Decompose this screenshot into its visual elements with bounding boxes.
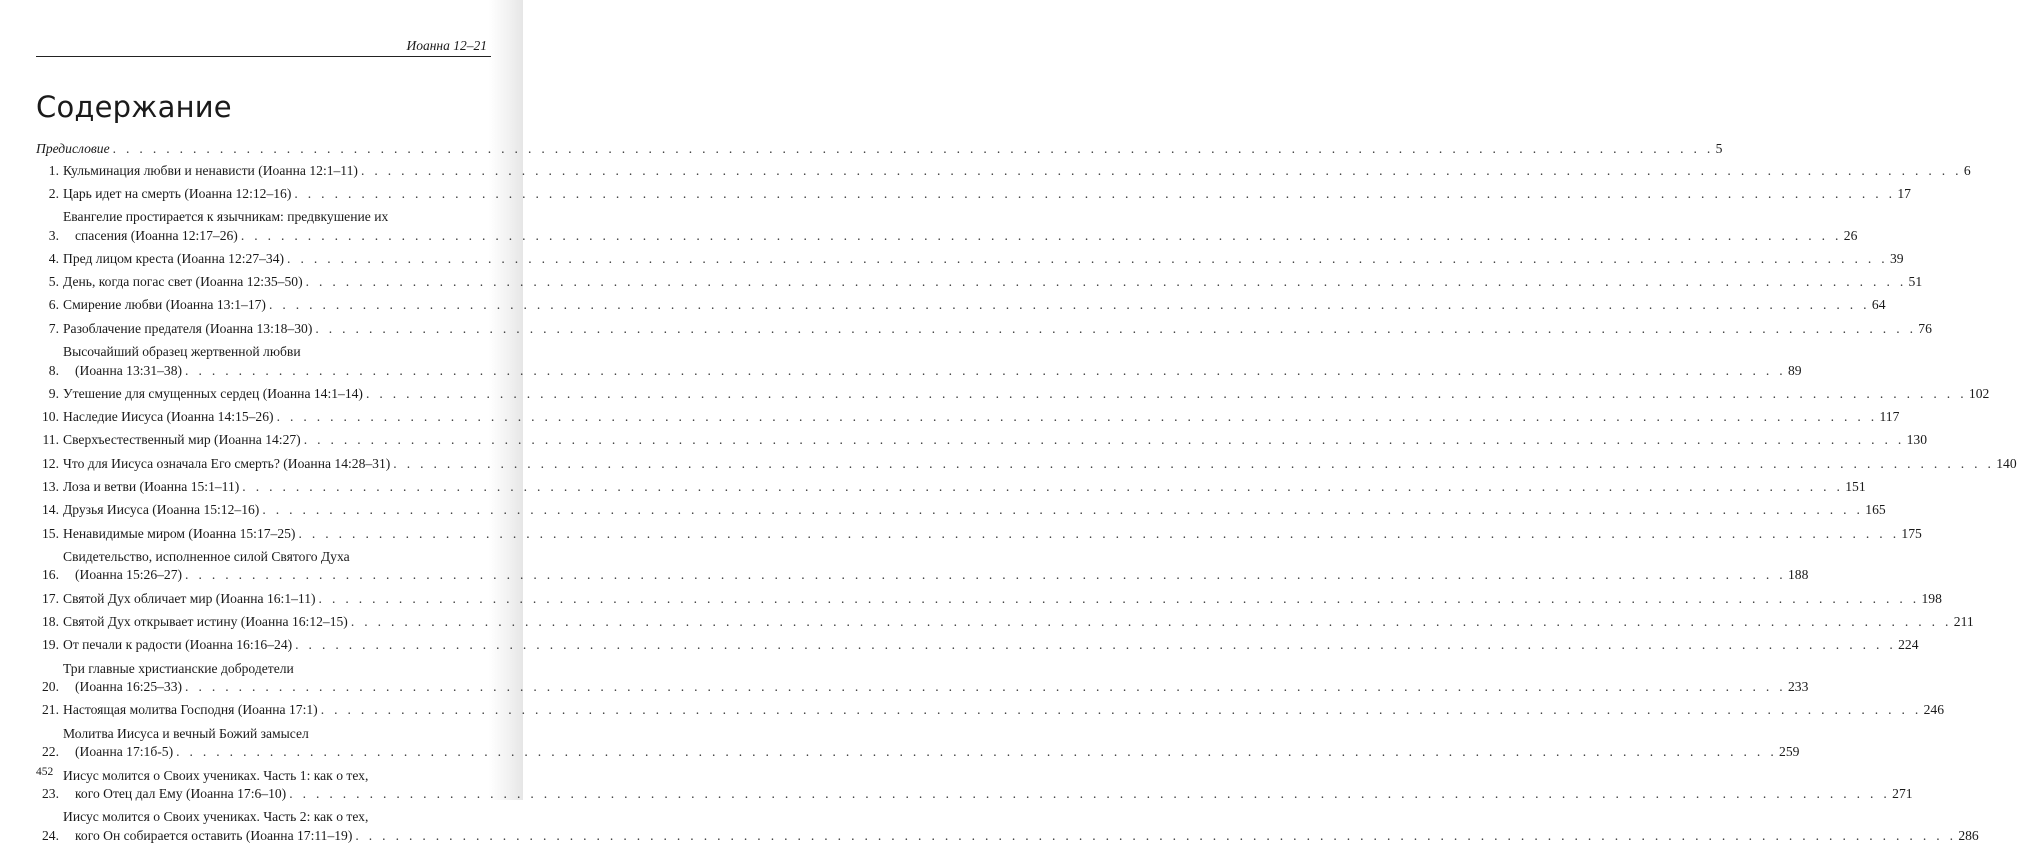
dot-leader: . . . . . . . . . . . . . . . . . . . . . . . . . . . . . . . . . . . . . . . . . . . . . . . . . . . . . . . . . . . . . . . . . . . . . . . . . . . . . . . . . . . . . . . . . . . . . . . . . . . . . . . . . . . . . . . . . . . . . . . .	[262, 502, 1864, 518]
toc-entry-title: Разоблачение предателя (Иоанна 13:18–30)	[63, 320, 313, 336]
toc-entry-title: кого Он собирается оставить (Иоанна 17:11–19)	[75, 827, 353, 843]
toc-entry-page: 64	[1871, 297, 1886, 313]
toc-entry-page: 233	[1787, 679, 1809, 695]
toc-entry-title-line: Иисус молится о Своих учениках. Часть 1: как о тех,	[63, 767, 369, 783]
dot-leader: . . . . . . . . . . . . . . . . . . . . . . . . . . . . . . . . . . . . . . . . . . . . . . . . . . . . . . . . . . . . . . . . . . . . . . . . . . . . . . . . . . . . . . . . . . . . . . . . . . . . . . . . . . . . . . . . . . . . . . . .	[320, 702, 1922, 718]
dot-leader: . . . . . . . . . . . . . . . . . . . . . . . . . . . . . . . . . . . . . . . . . . . . . . . . . . . . . . . . . . . . . . . . . . . . . . . . . . . . . . . . . . . . . . . . . . . . . . . . . . . . . . . . . . . . . . . . . . . . . . . .	[355, 827, 1957, 843]
dot-leader: . . . . . . . . . . . . . . . . . . . . . . . . . . . . . . . . . . . . . . . . . . . . . . . . . . . . . . . . . . . . . . . . . . . . . . . . . . . . . . . . . . . . . . . . . . . . . . . . . . . . . . . . . . . . . . . . . . . . . . . .	[289, 786, 1891, 802]
dot-leader: . . . . . . . . . . . . . . . . . . . . . . . . . . . . . . . . . . . . . . . . . . . . . . . . . . . . . . . . . . . . . . . . . . . . . . . . . . . . . . . . . . . . . . . . . . . . . . . . . . . . . . . . . . . . . . . . . . . . . . . .	[112, 141, 1714, 156]
toc-entry-title: Предисловие	[36, 141, 110, 156]
dot-leader: . . . . . . . . . . . . . . . . . . . . . . . . . . . . . . . . . . . . . . . . . . . . . . . . . . . . . . . . . . . . . . . . . . . . . . . . . . . . . . . . . . . . . . . . . . . . . . . . . . . . . . . . . . . . . . . . . . . . . . . .	[268, 297, 1870, 313]
dot-leader: . . . . . . . . . . . . . . . . . . . . . . . . . . . . . . . . . . . . . . . . . . . . . . . . . . . . . . . . . . . . . . . . . . . . . . . . . . . . . . . . . . . . . . . . . . . . . . . . . . . . . . . . . . . . . . . . . . . . . . . .	[185, 679, 1786, 695]
dot-leader: . . . . . . . . . . . . . . . . . . . . . . . . . . . . . . . . . . . . . . . . . . . . . . . . . . . . . . . . . . . . . . . . . . . . . . . . . . . . . . . . . . . . . . . . . . . . . . . . . . . . . . . . . . . . . . . . . . . . . . . .	[242, 479, 1844, 495]
toc-entry-page: 102	[1968, 385, 1990, 401]
toc-entry-page: 140	[1996, 455, 2017, 471]
toc-entry-title: спасения (Иоанна 12:17–26)	[75, 227, 238, 243]
toc-entry-title: Что для Иисуса означала Его смерть? (Иоанна 14:28–31)	[63, 455, 391, 471]
toc-entry-title: Лоза и ветви (Иоанна 15:1–11)	[63, 479, 240, 495]
toc-entry-page: 6	[1963, 162, 1971, 178]
toc-entry	[36, 548, 1809, 585]
toc-entry-title-line: Высочайший образец жертвенной любви	[63, 344, 301, 360]
toc-entry-title: Настоящая молитва Господня (Иоанна 17:1)	[63, 702, 318, 718]
toc-entry-title: кого Отец дал Ему (Иоанна 17:6–10)	[75, 786, 287, 802]
toc-entry-number: 17.	[42, 590, 59, 606]
toc-entry-number: 1.	[48, 162, 59, 178]
toc-entry	[36, 162, 1971, 181]
toc-entry-page: 188	[1787, 567, 1809, 583]
dot-leader: . . . . . . . . . . . . . . . . . . . . . . . . . . . . . . . . . . . . . . . . . . . . . . . . . . . . . . . . . . . . . . . . . . . . . . . . . . . . . . . . . . . . . . . . . . . . . . . . . . . . . . . . . . . . . . . . . . . . . . . .	[185, 362, 1786, 378]
toc-entry	[36, 636, 1919, 655]
dot-leader: . . . . . . . . . . . . . . . . . . . . . . . . . . . . . . . . . . . . . . . . . . . . . . . . . . . . . . . . . . . . . . . . . . . . . . . . . . . . . . . . . . . . . . . . . . . . . . . . . . . . . . . . . . . . . . . . . . . . . . . .	[240, 227, 1842, 243]
toc-entry-title: (Иоанна 15:26–27)	[75, 567, 183, 583]
toc-entry-preface	[36, 140, 1723, 159]
toc-entry-page: 130	[1906, 432, 1928, 448]
toc-entry-title: Святой Дух обличает мир (Иоанна 16:1–11)	[63, 590, 316, 606]
toc-entry	[36, 250, 1904, 269]
toc-entry-title: День, когда погас свет (Иоанна 12:35–50)	[63, 274, 303, 290]
table-of-contents	[36, 140, 2017, 850]
toc-entry-title-line: Свидетельство, исполненное силой Святого Духа	[63, 548, 350, 564]
toc-entry-page: 17	[1897, 185, 1911, 201]
toc-entry	[36, 408, 1900, 427]
page-title: Содержание	[36, 90, 232, 125]
dot-leader: . . . . . . . . . . . . . . . . . . . . . . . . . . . . . . . . . . . . . . . . . . . . . . . . . . . . . . . . . . . . . . . . . . . . . . . . . . . . . . . . . . . . . . . . . . . . . . . . . . . . . . . . . . . . . . . . . . . . . . . .	[303, 432, 1905, 448]
toc-entry	[36, 808, 1979, 845]
toc-entry	[36, 455, 2017, 474]
toc-entry-page: 224	[1898, 637, 1919, 653]
toc-entry	[36, 208, 1858, 245]
toc-entry-number: 18.	[42, 614, 59, 630]
toc-entry-title: (Иоанна 16:25–33)	[75, 679, 183, 695]
toc-entry-title: Пред лицом креста (Иоанна 12:27–34)	[63, 250, 285, 266]
toc-entry	[36, 525, 1922, 544]
toc-entry-number: 20.	[42, 679, 59, 695]
dot-leader: . . . . . . . . . . . . . . . . . . . . . . . . . . . . . . . . . . . . . . . . . . . . . . . . . . . . . . . . . . . . . . . . . . . . . . . . . . . . . . . . . . . . . . . . . . . . . . . . . . . . . . . . . . . . . . . . . . . . . . . .	[294, 185, 1896, 201]
toc-entry-title-line: Молитва Иисуса и вечный Божий замысел	[63, 725, 309, 741]
toc-entry	[36, 431, 1928, 450]
toc-entry	[36, 613, 1974, 632]
toc-entry	[36, 701, 1945, 720]
toc-entry-title: Ненавидимые миром (Иоанна 15:17–25)	[63, 525, 296, 541]
toc-entry-title: Друзья Иисуса (Иоанна 15:12–16)	[63, 502, 260, 518]
toc-entry-number: 11.	[42, 432, 59, 448]
toc-entry-page: 76	[1918, 320, 1932, 336]
toc-entry-page: 39	[1889, 250, 1904, 266]
toc-entry-number: 14.	[42, 502, 59, 518]
toc-entry-number: 5.	[48, 274, 59, 290]
toc-entry-page: 175	[1901, 525, 1922, 541]
toc-entry-number: 22.	[42, 744, 59, 760]
toc-entry-title: (Иоанна 13:31–38)	[75, 362, 183, 378]
dot-leader: . . . . . . . . . . . . . . . . . . . . . . . . . . . . . . . . . . . . . . . . . . . . . . . . . . . . . . . . . . . . . . . . . . . . . . . . . . . . . . . . . . . . . . . . . . . . . . . . . . . . . . . . . . . . . . . . . . . . . . . .	[298, 525, 1900, 541]
toc-entry	[36, 501, 1886, 520]
toc-entry-page: 165	[1865, 502, 1886, 518]
toc-entry-title: Царь идет на смерть (Иоанна 12:12–16)	[63, 185, 292, 201]
dot-leader: . . . . . . . . . . . . . . . . . . . . . . . . . . . . . . . . . . . . . . . . . . . . . . . . . . . . . . . . . . . . . . . . . . . . . . . . . . . . . . . . . . . . . . . . . . . . . . . . . . . . . . . . . . . . . . . . . . . . . . . .	[305, 274, 1907, 290]
dot-leader: . . . . . . . . . . . . . . . . . . . . . . . . . . . . . . . . . . . . . . . . . . . . . . . . . . . . . . . . . . . . . . . . . . . . . . . . . . . . . . . . . . . . . . . . . . . . . . . . . . . . . . . . . . . . . . . . . . . . . . . .	[365, 385, 1967, 401]
toc-entry-title: Кульминация любви и ненависти (Иоанна 12:1–11)	[63, 162, 358, 178]
toc-entry-title: От печали к радости (Иоанна 16:16–24)	[63, 637, 293, 653]
toc-entry-title: Наследие Иисуса (Иоанна 14:15–26)	[63, 409, 274, 425]
toc-entry-number: 8.	[48, 362, 59, 378]
toc-entry	[36, 185, 1911, 204]
dot-leader: . . . . . . . . . . . . . . . . . . . . . . . . . . . . . . . . . . . . . . . . . . . . . . . . . . . . . . . . . . . . . . . . . . . . . . . . . . . . . . . . . . . . . . . . . . . . . . . . . . . . . . . . . . . . . . . . . . . . . . . .	[318, 590, 1920, 606]
toc-entry-page: 271	[1892, 786, 1913, 802]
toc-entry	[36, 273, 1923, 292]
toc-entry-page: 151	[1845, 479, 1866, 495]
toc-entry-page: 117	[1879, 409, 1900, 425]
toc-entry-page: 51	[1908, 274, 1923, 290]
toc-entry-page: 26	[1843, 227, 1858, 243]
toc-entry-title-line: Три главные христианские добродетели	[63, 660, 294, 676]
toc-entry-number: 15.	[42, 525, 59, 541]
toc-entry-page: 286	[1958, 827, 1979, 843]
toc-entry-page: 89	[1787, 362, 1802, 378]
toc-entry-number: 21.	[42, 702, 59, 718]
toc-entry-page: 259	[1779, 744, 1800, 760]
dot-leader: . . . . . . . . . . . . . . . . . . . . . . . . . . . . . . . . . . . . . . . . . . . . . . . . . . . . . . . . . . . . . . . . . . . . . . . . . . . . . . . . . . . . . . . . . . . . . . . . . . . . . . . . . . . . . . . . . . . . . . . .	[315, 320, 1917, 336]
toc-entry-page: 198	[1921, 590, 1942, 606]
toc-entry-number: 7.	[48, 320, 59, 336]
toc-entry-page: 246	[1923, 702, 1945, 718]
dot-leader: . . . . . . . . . . . . . . . . . . . . . . . . . . . . . . . . . . . . . . . . . . . . . . . . . . . . . . . . . . . . . . . . . . . . . . . . . . . . . . . . . . . . . . . . . . . . . . . . . . . . . . . . . . . . . . . . . . . . . . . .	[393, 455, 1995, 471]
toc-entry-title-line: Иисус молится о Своих учениках. Часть 2: как о тех,	[63, 809, 369, 825]
dot-leader: . . . . . . . . . . . . . . . . . . . . . . . . . . . . . . . . . . . . . . . . . . . . . . . . . . . . . . . . . . . . . . . . . . . . . . . . . . . . . . . . . . . . . . . . . . . . . . . . . . . . . . . . . . . . . . . . . . . . . . . .	[350, 614, 1952, 630]
toc-entry-number: 2.	[48, 185, 59, 201]
toc-entry	[36, 385, 1990, 404]
toc-entry	[36, 320, 1932, 339]
toc-entry	[36, 590, 1942, 609]
toc-entry-number: 23.	[42, 786, 59, 802]
toc-entry-number: 10.	[42, 409, 59, 425]
dot-leader: . . . . . . . . . . . . . . . . . . . . . . . . . . . . . . . . . . . . . . . . . . . . . . . . . . . . . . . . . . . . . . . . . . . . . . . . . . . . . . . . . . . . . . . . . . . . . . . . . . . . . . . . . . . . . . . . . . . . . . . .	[185, 567, 1786, 583]
toc-entry	[36, 478, 1866, 497]
dot-leader: . . . . . . . . . . . . . . . . . . . . . . . . . . . . . . . . . . . . . . . . . . . . . . . . . . . . . . . . . . . . . . . . . . . . . . . . . . . . . . . . . . . . . . . . . . . . . . . . . . . . . . . . . . . . . . . . . . . . . . . .	[287, 250, 1888, 266]
toc-entry-title: Смирение любви (Иоанна 13:1–17)	[63, 297, 266, 313]
toc-entry	[36, 660, 1809, 697]
dot-leader: . . . . . . . . . . . . . . . . . . . . . . . . . . . . . . . . . . . . . . . . . . . . . . . . . . . . . . . . . . . . . . . . . . . . . . . . . . . . . . . . . . . . . . . . . . . . . . . . . . . . . . . . . . . . . . . . . . . . . . . .	[176, 744, 1778, 760]
page-number: 452	[36, 766, 54, 778]
toc-entry-title: Сверхъестественный мир (Иоанна 14:27)	[63, 432, 301, 448]
dot-leader: . . . . . . . . . . . . . . . . . . . . . . . . . . . . . . . . . . . . . . . . . . . . . . . . . . . . . . . . . . . . . . . . . . . . . . . . . . . . . . . . . . . . . . . . . . . . . . . . . . . . . . . . . . . . . . . . . . . . . . . .	[276, 409, 1878, 425]
toc-entry-number: 4.	[48, 250, 59, 266]
dot-leader: . . . . . . . . . . . . . . . . . . . . . . . . . . . . . . . . . . . . . . . . . . . . . . . . . . . . . . . . . . . . . . . . . . . . . . . . . . . . . . . . . . . . . . . . . . . . . . . . . . . . . . . . . . . . . . . . . . . . . . . .	[295, 637, 1897, 653]
running-head: Иоанна 12–21	[406, 38, 487, 53]
toc-entry	[36, 343, 1802, 380]
header-rule	[36, 56, 491, 57]
toc-entry-number: 19.	[42, 637, 59, 653]
toc-entry-page: 211	[1953, 614, 1974, 630]
toc-entry-number: 3.	[48, 227, 59, 243]
toc-entry-number: 9.	[48, 385, 59, 401]
toc-entry	[36, 296, 1886, 315]
toc-entry-page: 5	[1715, 141, 1723, 156]
toc-entry	[36, 767, 1913, 804]
toc-entry-number: 6.	[48, 297, 59, 313]
toc-entry-title: Утешение для смущенных сердец (Иоанна 14:1–14)	[63, 385, 363, 401]
toc-entry-number: 13.	[42, 479, 59, 495]
dot-leader: . . . . . . . . . . . . . . . . . . . . . . . . . . . . . . . . . . . . . . . . . . . . . . . . . . . . . . . . . . . . . . . . . . . . . . . . . . . . . . . . . . . . . . . . . . . . . . . . . . . . . . . . . . . . . . . . . . . . . . . .	[360, 162, 1962, 178]
toc-entry-number: 24.	[42, 827, 59, 843]
toc-entry-title: (Иоанна 17:1б-5)	[75, 744, 174, 760]
toc-entry	[36, 725, 1800, 762]
toc-entry-number: 16.	[42, 567, 59, 583]
toc-entry-title-line: Евангелие простирается к язычникам: предвкушение их	[63, 209, 389, 225]
toc-entry-title: Святой Дух открывает истину (Иоанна 16:12–15)	[63, 614, 348, 630]
toc-entry-number: 12.	[42, 455, 59, 471]
